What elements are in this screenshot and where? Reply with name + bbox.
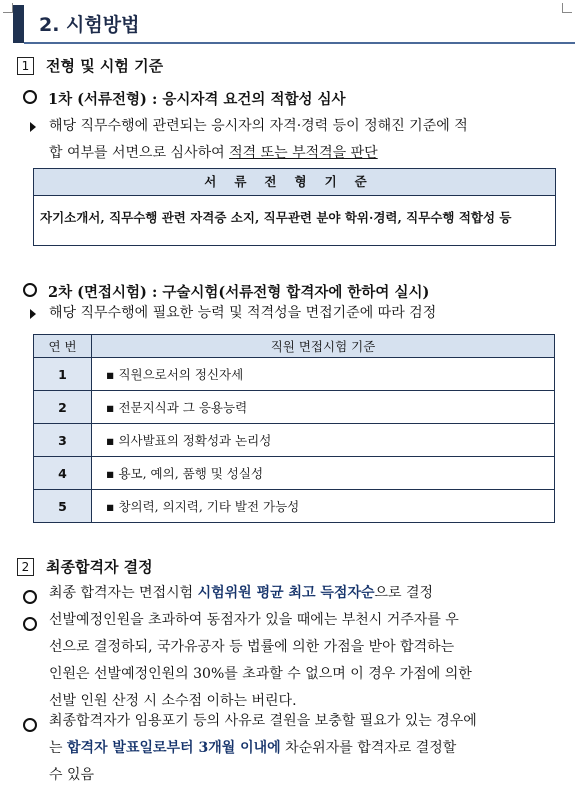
row-criterion: ▪ 직원으로서의 정신자세 [92,358,555,391]
final-bullet-1-text-a: 최종 합격자는 면접시험 [49,585,198,601]
stage-1-title: 1차 (서류전형) : 응시자격 요건의 적합성 심사 [48,91,346,108]
stage-2-title: 2차 (면접시험) : 구술시험(서류전형 합격자에 한하여 실시) [48,284,430,301]
section-2-title: 최종합격자 결정 [46,558,153,576]
final-bullet-2-line-4: 선발 인원 산정 시 소수점 이하는 버린다. [49,693,297,709]
section-1-number: 1 [17,57,34,75]
row-criterion: ▪ 전문지식과 그 응용능력 [92,391,555,424]
title-underline [24,42,575,44]
interview-criteria-table [33,334,555,523]
document-screening-header: 서류전형기준 [34,169,555,196]
final-bullet-1-emphasis: 시험위원 평균 최고 득점자순 [197,585,375,601]
stage-1-description [49,113,468,167]
section-1-heading [17,55,163,76]
title-accent-bar [13,5,24,43]
title-bar [13,5,575,43]
final-bullet-3 [49,708,477,789]
document-screening-box [33,168,556,246]
circle-bullet-icon [23,590,37,604]
table-row [34,490,555,523]
circle-bullet-icon [23,283,37,297]
document-screening-body: 자기소개서, 직무수행 관련 자격증 소지, 직무관련 분야 학위·경력, 직무수행 적합성 등 [40,210,512,225]
final-bullet-2-line-2: 선으로 결정하되, 국가유공자 등 법률에 의한 가점을 받아 합격하는 [49,639,455,655]
row-criterion: ▪ 의사발표의 정확성과 논리성 [92,424,555,457]
table-header-row [34,335,555,358]
corner-mark-left [3,3,13,13]
final-bullet-3-line-2 [49,735,477,762]
stage-2-heading [23,281,429,302]
column-header-number: 연 번 [34,335,92,358]
table-row [34,424,555,457]
triangle-bullet-icon [30,309,36,319]
table-row [34,391,555,424]
section-2-heading [17,556,153,577]
final-bullet-3-emphasis: 합격자 발표일로부터 3개월 이내에 [66,740,281,756]
section-1-title: 전형 및 시험 기준 [46,57,164,75]
stage-2-description: 해당 직무수행에 필요한 능력 및 적격성을 면접기준에 따라 검정 [49,305,437,321]
row-number: 2 [34,391,92,424]
row-criterion: ▪ 창의력, 의지력, 기타 발전 가능성 [92,490,555,523]
row-number: 5 [34,490,92,523]
column-header-criteria: 직원 면접시험 기준 [92,335,555,358]
circle-bullet-icon [23,718,37,732]
stage-1-underlined-text: 적격 또는 부적격을 판단 [229,145,378,161]
section-2-number: 2 [17,558,34,576]
final-bullet-2 [49,607,472,715]
table-row [34,358,555,391]
stage-1-line-2 [49,140,468,167]
final-bullet-1 [49,580,433,607]
page-title: 2. 시험방법 [39,14,140,36]
final-bullet-3-text-a: 는 [49,740,67,756]
stage-1-line-2-text: 합 여부를 서면으로 심사하여 [49,145,230,161]
final-bullet-3-line-3: 수 있음 [49,767,95,783]
table-row [34,457,555,490]
circle-bullet-icon [23,90,37,104]
row-criterion: ▪ 용모, 예의, 품행 및 성실성 [92,457,555,490]
final-bullet-2-line-1: 선발예정인원을 초과하여 동점자가 있을 때에는 부천시 거주자를 우 [49,612,459,628]
stage-1-heading [23,88,346,109]
row-number: 3 [34,424,92,457]
row-number: 4 [34,457,92,490]
final-bullet-1-text-c: 으로 결정 [374,585,434,601]
final-bullet-3-line-1: 최종합격자가 임용포기 등의 사유로 결원을 보충할 필요가 있는 경우에 [49,713,477,729]
circle-bullet-icon [23,617,37,631]
final-bullet-2-line-3: 인원은 선발예정인원의 30%를 초과할 수 없으며 이 경우 가점에 의한 [49,666,472,682]
stage-1-line-1: 해당 직무수행에 관련되는 응시자의 자격·경력 등이 정해진 기준에 적 [49,118,468,134]
final-bullet-3-text-c: 차순위자를 합격자로 결정할 [280,740,457,756]
row-number: 1 [34,358,92,391]
triangle-bullet-icon [30,122,36,132]
